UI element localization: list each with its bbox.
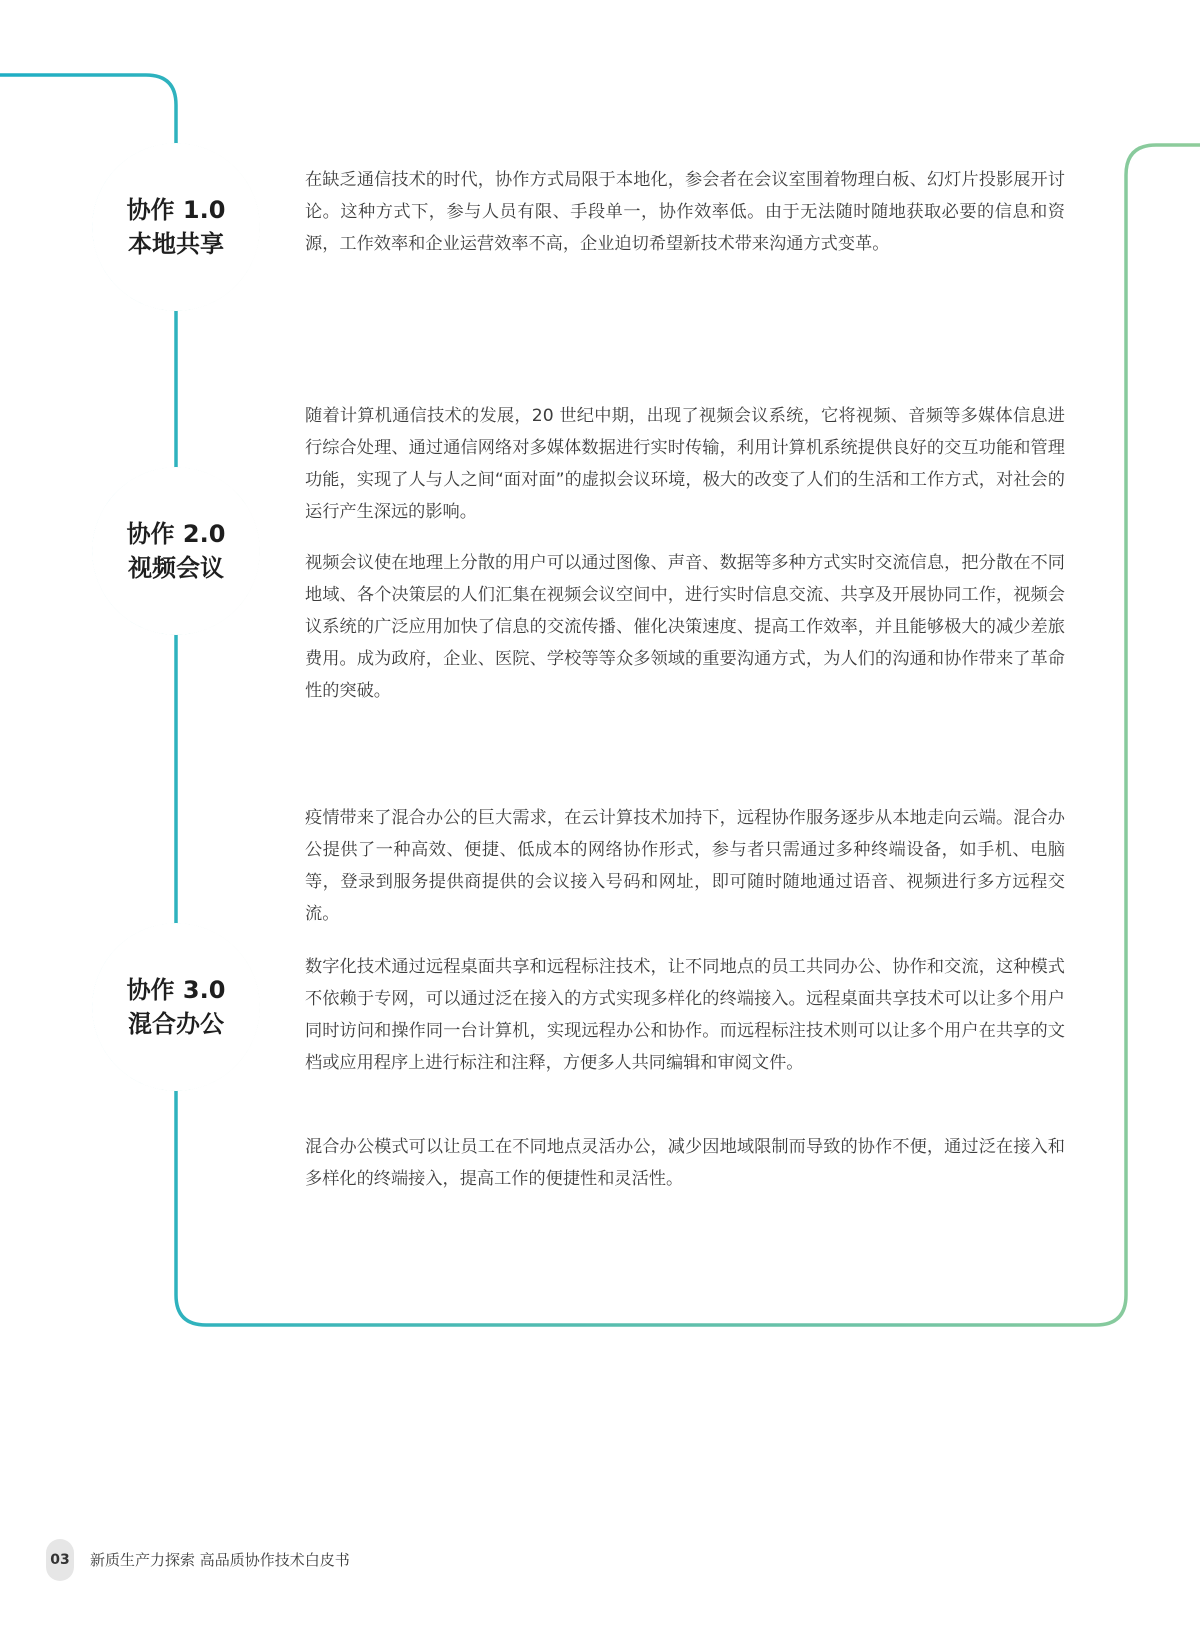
section-3-paragraph-1: 疫情带来了混合办公的巨大需求，在云计算技术加持下，远程协作服务逐步从本地走向云端。混合办公提供了一种高效、便捷、低成本的网络协作形式，参与者只需通过多种终端设备，如手机、电脑等，登录到服务提供商提供的会议接入号码和网址，即可随时随地通过语音、视频进行多方远程交流。: [305, 808, 1065, 924]
section-2-paragraph-1: 随着计算机通信技术的发展，20 世纪中期，出现了视频会议系统，它将视频、音频等多媒体信息进行综合处理、通过通信网络对多媒体数据进行实时传输，利用计算机系统提供良好的交互功能和管理功能，实现了人与人之间“面对面”的虚拟会议环境，极大的改变了人们的生活和工作方式，对社会的运行产生深远的影响。: [305, 406, 1065, 522]
stage-version: 协作 3.0: [126, 976, 226, 1004]
stage-badge-1: [92, 143, 260, 311]
section-3-paragraph-2: 数字化技术通过远程桌面共享和远程标注技术，让不同地点的员工共同办公、协作和交流，这种模式不依赖于专网，可以通过泛在接入的方式实现多样化的终端接入。远程桌面共享技术可以让多个用户同时访问和操作同一台计算机，实现远程办公和协作。而远程标注技术则可以让多个用户在共享的文档或应用程序上进行标注和注释，方便多人共同编辑和审阅文件。: [305, 957, 1065, 1073]
stage-name: 混合办公: [128, 1010, 224, 1038]
stage-badge-3: [92, 923, 260, 1091]
stage-name: 视频会议: [128, 554, 224, 582]
section-2-paragraph-2: 视频会议使在地理上分散的用户可以通过图像、声音、数据等多种方式实时交流信息，把分散在不同地域、各个决策层的人们汇集在视频会议空间中，进行实时信息交流、共享及开展协同工作，视频会议系统的广泛应用加快了信息的交流传播、催化决策速度、提高工作效率，并且能够极大的减少差旅费用。成为政府，企业、医院、学校等等众多领域的重要沟通方式，为人们的沟通和协作带来了革命性的突破。: [305, 553, 1065, 701]
section-1-paragraph-1: 在缺乏通信技术的时代，协作方式局限于本地化，参会者在会议室围着物理白板、幻灯片投影展开讨论。这种方式下，参与人员有限、手段单一，协作效率低。由于无法随时随地获取必要的信息和资源，工作效率和企业运营效率不高，企业迫切希望新技术带来沟通方式变革。: [305, 170, 1065, 254]
stage-name: 本地共享: [128, 230, 224, 258]
page-number: 03: [46, 1539, 74, 1581]
section-3-paragraph-3: 混合办公模式可以让员工在不同地点灵活办公，减少因地域限制而导致的协作不便，通过泛在接入和多样化的终端接入，提高工作的便捷性和灵活性。: [305, 1137, 1065, 1189]
footer-title: 新质生产力探索 高品质协作技术白皮书: [90, 1551, 350, 1569]
stage-version: 协作 2.0: [126, 520, 226, 548]
stage-version: 协作 1.0: [126, 196, 226, 224]
stage-badge-2: [92, 467, 260, 635]
